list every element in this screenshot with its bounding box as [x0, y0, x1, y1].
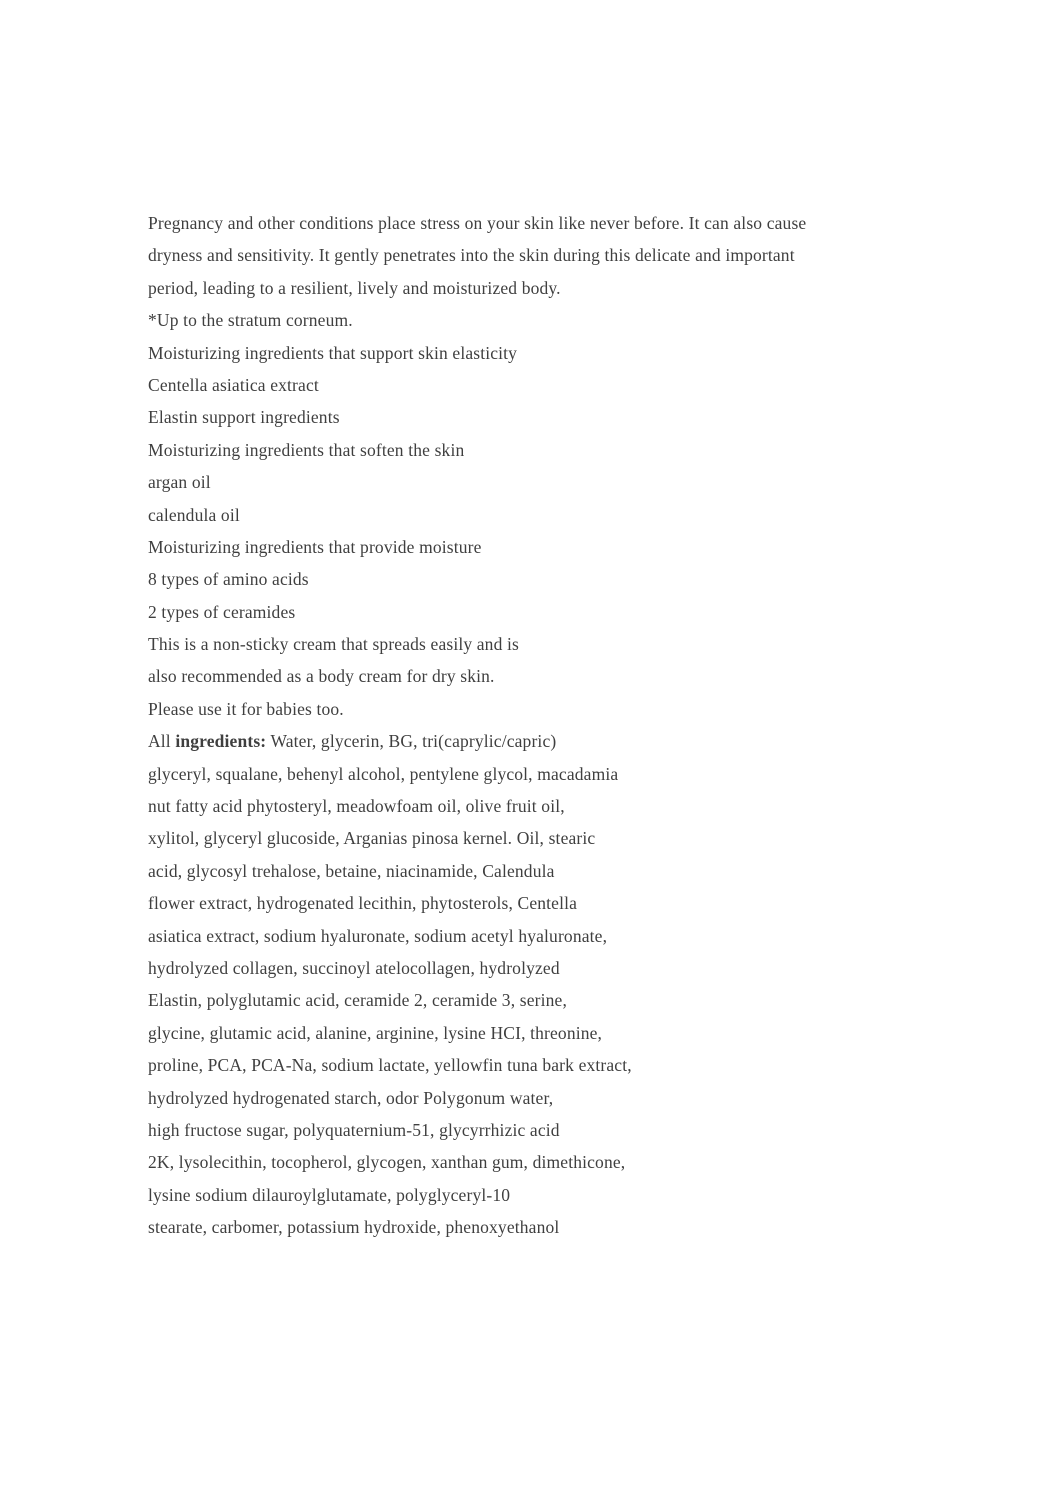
text-line: This is a non-sticky cream that spreads easily and is [148, 634, 519, 655]
text-line-footnote: *Up to the stratum corneum. [148, 310, 353, 331]
text-line: hydrolyzed collagen, succinoyl atelocollagen, hydrolyzed [148, 957, 560, 978]
text-line: dryness and sensitivity. It gently penetrates into the skin during this delicate and important [148, 245, 795, 266]
text-line: stearate, carbomer, potassium hydroxide, phenoxyethanol [148, 1217, 560, 1238]
text-line: glyceryl, squalane, behenyl alcohol, pentylene glycol, macadamia [148, 763, 619, 784]
text-line: nut fatty acid phytosteryl, meadowfoam oil, olive fruit oil, [148, 796, 565, 817]
text-line: Moisturizing ingredients that provide moisture [148, 536, 482, 557]
text-line-all-ingredients [148, 725, 938, 757]
all-ingredients-post: Water, glycerin, BG, tri(caprylic/capric) [266, 731, 557, 752]
text-line: flower extract, hydrogenated lecithin, phytosterols, Centella [148, 893, 578, 914]
text-line: Pregnancy and other conditions place stress on your skin like never before. It can also cause [148, 213, 807, 233]
text-line: argan oil [148, 472, 211, 493]
text-line: Please use it for babies too. [148, 698, 344, 719]
all-ingredients-label: ingredients: [175, 731, 267, 752]
product-description-text [148, 207, 938, 1244]
text-line: lysine sodium dilauroylglutamate, polyglyceryl-10 [148, 1184, 511, 1205]
text-line: 2 types of ceramides [148, 601, 296, 622]
text-line: high fructose sugar, polyquaternium-51, glycyrrhizic acid [148, 1119, 560, 1140]
text-line: asiatica extract, sodium hyaluronate, sodium acetyl hyaluronate, [148, 925, 608, 946]
text-line: hydrolyzed hydrogenated starch, odor Polygonum water, [148, 1087, 554, 1108]
text-line: also recommended as a body cream for dry skin. [148, 666, 495, 687]
text-line: Moisturizing ingredients that soften the skin [148, 439, 465, 460]
text-line: proline, PCA, PCA-Na, sodium lactate, yellowfin tuna bark extract, [148, 1055, 632, 1076]
text-line: 2K, lysolecithin, tocopherol, glycogen, xanthan gum, dimethicone, [148, 1152, 626, 1173]
text-line: Elastin, polyglutamic acid, ceramide 2, ceramide 3, serine, [148, 990, 567, 1011]
all-ingredients-pre: All [148, 731, 176, 752]
text-line: acid, glycosyl trehalose, betaine, niacinamide, Calendula [148, 860, 555, 881]
text-line: 8 types of amino acids [148, 569, 309, 590]
text-line: xylitol, glyceryl glucoside, Arganias pinosa kernel. Oil, stearic [148, 828, 596, 849]
text-line: Elastin support ingredients [148, 407, 340, 428]
text-line: glycine, glutamic acid, alanine, arginine, lysine HCI, threonine, [148, 1022, 603, 1043]
text-line: Centella asiatica extract [148, 374, 319, 395]
text-line: Moisturizing ingredients that support skin elasticity [148, 342, 518, 363]
text-line: calendula oil [148, 504, 240, 525]
text-line: period, leading to a resilient, lively and moisturized body. [148, 277, 561, 298]
